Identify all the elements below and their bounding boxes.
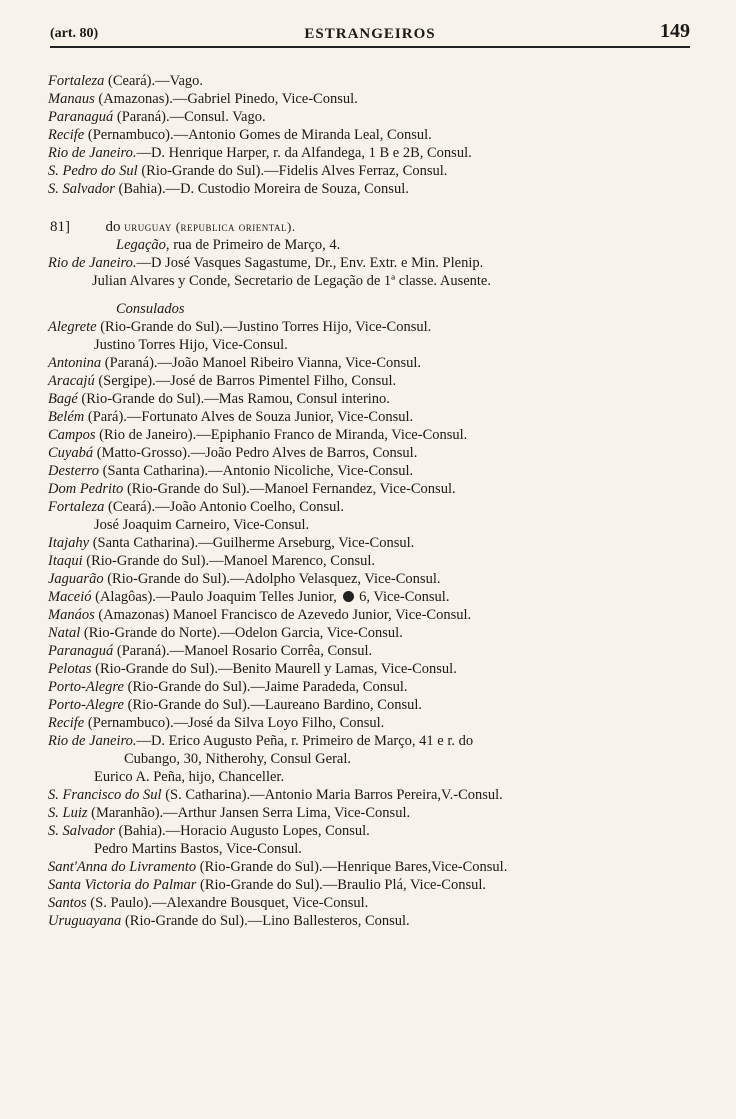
legation-label: Legação, — [116, 237, 170, 253]
list-item — [48, 552, 698, 570]
place-name: S. Pedro do Sul — [48, 163, 138, 179]
place-name: Porto-Alegre — [48, 697, 124, 713]
entry-text: (Rio-Grande do Sul).—Adolpho Velasquez, Vice-Consul. — [107, 571, 441, 587]
list-item — [48, 714, 698, 732]
place-name: Natal — [48, 625, 81, 641]
place-name: S. Salvador — [48, 181, 115, 197]
entry-text: (Paraná).—João Manoel Ribeiro Vianna, Vice-Consul. — [104, 355, 422, 371]
entry-text: (Rio-Grande do Sul).—Benito Maurell y Lamas, Vice-Consul. — [95, 661, 457, 677]
place-name: S. Luiz — [48, 805, 88, 821]
place-name: Uruguayana — [48, 913, 122, 929]
entry-text: (Rio-Grande do Sul).—Mas Ramou, Consul interino. — [81, 391, 390, 407]
list-item — [48, 786, 698, 804]
list-item — [48, 768, 698, 786]
entry-text: Pedro Martins Bastos, Vice-Consul. — [94, 841, 302, 857]
entry-text: (Amazonas).—Gabriel Pinedo, Vice-Consul. — [98, 91, 358, 107]
place-name: Itaqui — [48, 553, 83, 569]
list-item — [48, 912, 698, 930]
list-item — [48, 876, 698, 894]
list-item — [48, 162, 698, 180]
entry-text: (Rio de Janeiro).—Epiphanio Franco de Miranda, Vice-Consul. — [99, 427, 468, 443]
article-ref: (art. 80) — [50, 26, 99, 41]
section-previous-country — [48, 72, 698, 198]
entry-text: (Rio-Grande do Sul).—Fidelis Alves Ferraz, Consul. — [141, 163, 448, 179]
entry-text: (Santa Catharina).—Guilherme Arseburg, Vice-Consul. — [92, 535, 415, 551]
list-item — [48, 696, 698, 714]
page-content — [48, 72, 698, 930]
place-name: Jaguarão — [48, 571, 104, 587]
entry-text: (Rio-Grande do Sul).—Manoel Marenco, Consul. — [86, 553, 376, 569]
place-name: Manáos — [48, 607, 95, 623]
entry-text: (Bahia).—Horacio Augusto Lopes, Consul. — [118, 823, 370, 839]
entry-text: (Rio-Grande do Norte).—Odelon Garcia, Vice-Consul. — [83, 625, 403, 641]
list-item — [48, 462, 698, 480]
entry-text: (Pernambuco).—José da Silva Loyo Filho, Consul. — [87, 715, 385, 731]
entry-text: (S. Paulo).—Alexandre Bousquet, Vice-Consul. — [90, 895, 369, 911]
list-item — [48, 498, 698, 516]
rio-label: Rio de Janeiro. — [48, 255, 137, 271]
cross-symbol-icon — [343, 591, 354, 602]
entry-text: (Rio-Grande do Sul).—Laureano Bardino, Consul. — [127, 697, 422, 713]
place-name: Pelotas — [48, 661, 92, 677]
entry-text-continued: 6, Vice-Consul. — [359, 589, 450, 605]
entry-text: Eurico A. Peña, hijo, Chanceller. — [94, 769, 285, 785]
consulados-heading — [48, 300, 698, 318]
entry-text: (Sergipe).—José de Barros Pimentel Filho, Consul. — [98, 373, 397, 389]
place-name: Rio de Janeiro. — [48, 733, 137, 749]
entry-text: Cubango, 30, Nitherohy, Consul Geral. — [124, 751, 352, 767]
entry-text: (Bahia).—D. Custodio Moreira de Souza, Consul. — [118, 181, 409, 197]
entry-text: (Paraná).—Consul. Vago. — [116, 109, 266, 125]
entry-text: (Rio-Grande do Sul).—Justino Torres Hijo, Vice-Consul. — [100, 319, 432, 335]
legation-line — [48, 236, 698, 254]
entry-text: (Paraná).—Manoel Rosario Corrêa, Consul. — [116, 643, 373, 659]
place-name: Manaus — [48, 91, 95, 107]
entry-text: (Rio-Grande do Sul).—Manoel Fernandez, Vice-Consul. — [126, 481, 456, 497]
place-name: S. Salvador — [48, 823, 115, 839]
list-item — [48, 90, 698, 108]
place-name: Fortaleza — [48, 499, 105, 515]
place-name: Dom Pedrito — [48, 481, 124, 497]
page-header — [50, 20, 690, 48]
entry-text: (Pará).—Fortunato Alves de Souza Junior, Vice-Consul. — [87, 409, 414, 425]
legation-address: rua de Primeiro de Março, 4. — [173, 237, 341, 253]
list-item — [48, 336, 698, 354]
list-item — [48, 588, 698, 606]
list-item — [48, 144, 698, 162]
entry-text: Justino Torres Hijo, Vice-Consul. — [94, 337, 288, 353]
list-item — [48, 408, 698, 426]
list-item — [48, 390, 698, 408]
place-name: Porto-Alegre — [48, 679, 124, 695]
entry-text: (Alagôas).—Paulo Joaquim Telles Junior, — [95, 589, 337, 605]
list-item — [48, 732, 698, 750]
place-name: Bagé — [48, 391, 78, 407]
place-name: Cuyabá — [48, 445, 94, 461]
page-title: ESTRANGEIROS — [304, 26, 436, 42]
list-item — [48, 804, 698, 822]
list-item — [48, 72, 698, 90]
place-name: Recife — [48, 127, 85, 143]
list-item — [48, 894, 698, 912]
entry-text: (Amazonas) Manoel Francisco de Azevedo Junior, Vice-Consul. — [98, 607, 472, 623]
place-name: Desterro — [48, 463, 100, 479]
minister-text: —D José Vasques Sagastume, Dr., Env. Extr. e Min. Plenip. — [136, 255, 484, 271]
heading-do: do — [105, 219, 121, 235]
minister-line — [48, 254, 698, 272]
list-item — [48, 180, 698, 198]
place-name: Recife — [48, 715, 85, 731]
place-name: Santos — [48, 895, 87, 911]
secretary-line: Julian Alvares y Conde, Secretario de Legação de 1ª classe. Ausente. — [92, 273, 491, 289]
place-name: Paranaguá — [48, 109, 114, 125]
consulados-list — [48, 318, 698, 930]
list-item — [48, 108, 698, 126]
entry-text: (S. Catharina).—Antonio Maria Barros Pereira,V.-Consul. — [165, 787, 503, 803]
place-name: S. Francisco do Sul — [48, 787, 162, 803]
list-item — [48, 480, 698, 498]
entry-text: (Rio-Grande do Sul).—Jaime Paradeda, Consul. — [127, 679, 408, 695]
list-item — [48, 426, 698, 444]
list-item — [48, 354, 698, 372]
list-item — [48, 822, 698, 840]
place-name: Fortaleza — [48, 73, 105, 89]
place-name: Santa Victoria do Palmar — [48, 877, 197, 893]
list-item — [48, 534, 698, 552]
country-qualifier: (republica oriental). — [175, 219, 296, 234]
list-item — [48, 606, 698, 624]
place-name: Antonina — [48, 355, 102, 371]
place-name: Campos — [48, 427, 96, 443]
entry-text: —D. Erico Augusto Peña, r. Primeiro de Março, 41 e r. do — [136, 733, 474, 749]
place-name: Sant'Anna do Livramento — [48, 859, 197, 875]
entry-text: (Rio-Grande do Sul).—Henrique Bares,Vice-Consul. — [199, 859, 508, 875]
list-item — [48, 660, 698, 678]
uruguay-heading — [48, 218, 698, 236]
list-item — [48, 624, 698, 642]
list-item — [48, 840, 698, 858]
entry-text: José Joaquim Carneiro, Vice-Consul. — [94, 517, 310, 533]
list-item — [48, 858, 698, 876]
country-name: uruguay — [124, 219, 172, 234]
entry-text: (Rio-Grande do Sul).—Braulio Plá, Vice-Consul. — [199, 877, 486, 893]
list-item — [48, 318, 698, 336]
place-name: Itajahy — [48, 535, 90, 551]
entry-text: (Santa Catharina).—Antonio Nicoliche, Vice-Consul. — [102, 463, 414, 479]
entry-text: (Pernambuco).—Antonio Gomes de Miranda Leal, Consul. — [87, 127, 432, 143]
entry-text: —D. Henrique Harper, r. da Alfandega, 1 B e 2B, Consul. — [136, 145, 472, 161]
entry-number: 81] — [50, 219, 70, 235]
entry-text: (Ceará).—Vago. — [108, 73, 204, 89]
list-item — [48, 570, 698, 588]
page-number: 149 — [660, 20, 690, 42]
place-name: Maceió — [48, 589, 92, 605]
place-name: Alegrete — [48, 319, 97, 335]
entry-text: (Matto-Grosso).—João Pedro Alves de Barros, Consul. — [96, 445, 418, 461]
list-item — [48, 750, 698, 768]
list-item — [48, 444, 698, 462]
list-item — [48, 642, 698, 660]
list-item — [48, 516, 698, 534]
entry-text: (Rio-Grande do Sul).—Lino Ballesteros, Consul. — [124, 913, 410, 929]
place-name: Rio de Janeiro. — [48, 145, 137, 161]
entry-text: (Ceará).—João Antonio Coelho, Consul. — [108, 499, 345, 515]
place-name: Belém — [48, 409, 85, 425]
list-item — [48, 372, 698, 390]
place-name: Paranaguá — [48, 643, 114, 659]
list-item — [48, 678, 698, 696]
entry-text: (Maranhão).—Arthur Jansen Serra Lima, Vice-Consul. — [91, 805, 411, 821]
consulados-label: Consulados — [116, 301, 185, 317]
place-name: Aracajú — [48, 373, 95, 389]
list-item — [48, 126, 698, 144]
